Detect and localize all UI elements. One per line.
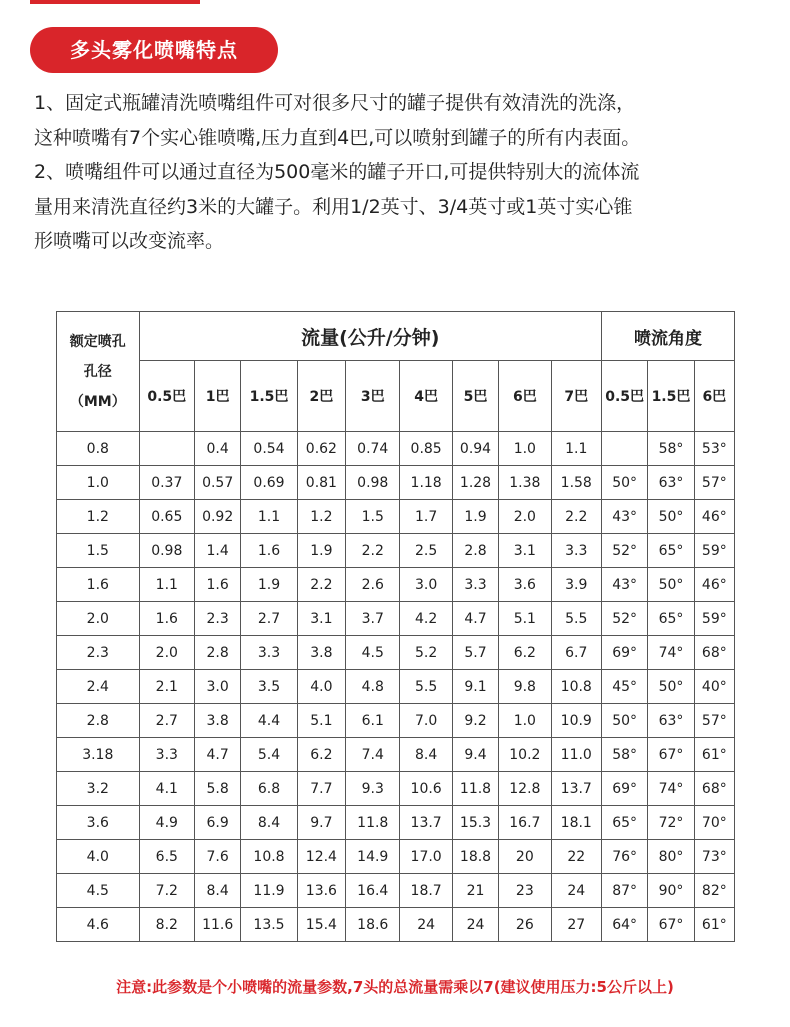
flow-cell: 16.7 bbox=[499, 806, 551, 840]
table-row bbox=[57, 500, 735, 534]
angle-cell: 46° bbox=[694, 568, 734, 602]
table-row bbox=[57, 534, 735, 568]
flow-cell: 18.6 bbox=[346, 908, 400, 942]
flow-cell: 27 bbox=[551, 908, 601, 942]
flow-cell: 9.7 bbox=[297, 806, 345, 840]
flow-pressure-header: 6巴 bbox=[499, 361, 551, 432]
orifice-diameter-cell: 1.0 bbox=[57, 466, 140, 500]
table-row bbox=[57, 738, 735, 772]
flow-cell: 0.85 bbox=[400, 432, 452, 466]
flow-cell: 3.0 bbox=[400, 568, 452, 602]
flow-cell: 8.4 bbox=[194, 874, 240, 908]
flow-cell: 1.2 bbox=[297, 500, 345, 534]
flow-cell: 11.8 bbox=[452, 772, 498, 806]
orifice-diameter-cell: 3.18 bbox=[57, 738, 140, 772]
flow-cell: 8.2 bbox=[139, 908, 194, 942]
top-accent-line bbox=[30, 0, 200, 4]
orifice-diameter-cell: 2.4 bbox=[57, 670, 140, 704]
flow-cell: 13.5 bbox=[241, 908, 297, 942]
flow-pressure-header: 3巴 bbox=[346, 361, 400, 432]
flow-pressure-header: 4巴 bbox=[400, 361, 452, 432]
angle-cell: 59° bbox=[694, 602, 734, 636]
orifice-diameter-cell: 0.8 bbox=[57, 432, 140, 466]
flow-cell: 5.1 bbox=[499, 602, 551, 636]
flow-cell: 0.74 bbox=[346, 432, 400, 466]
angle-cell: 50° bbox=[648, 500, 694, 534]
orifice-diameter-cell: 1.2 bbox=[57, 500, 140, 534]
flow-cell: 15.3 bbox=[452, 806, 498, 840]
flow-cell: 6.2 bbox=[499, 636, 551, 670]
flow-cell: 7.7 bbox=[297, 772, 345, 806]
table-row bbox=[57, 432, 735, 466]
flow-pressure-header: 7巴 bbox=[551, 361, 601, 432]
table-row bbox=[57, 874, 735, 908]
flow-cell: 1.0 bbox=[499, 704, 551, 738]
flow-cell: 2.2 bbox=[346, 534, 400, 568]
flow-cell: 0.62 bbox=[297, 432, 345, 466]
flow-cell: 24 bbox=[400, 908, 452, 942]
orifice-diameter-cell: 4.6 bbox=[57, 908, 140, 942]
angle-cell: 74° bbox=[648, 636, 694, 670]
usage-note: 注意:此参数是个小喷嘴的流量参数,7头的总流量需乘以7(建议使用压力:5公斤以上) bbox=[116, 978, 674, 996]
angle-cell: 43° bbox=[601, 500, 647, 534]
flow-cell: 13.7 bbox=[551, 772, 601, 806]
angle-cell: 50° bbox=[601, 466, 647, 500]
orifice-diameter-cell: 3.2 bbox=[57, 772, 140, 806]
flow-cell: 1.38 bbox=[499, 466, 551, 500]
angle-cell: 82° bbox=[694, 874, 734, 908]
flow-cell: 3.3 bbox=[241, 636, 297, 670]
angle-cell: 65° bbox=[648, 602, 694, 636]
flow-cell: 10.9 bbox=[551, 704, 601, 738]
flow-cell: 11.8 bbox=[346, 806, 400, 840]
flow-cell: 5.7 bbox=[452, 636, 498, 670]
angle-cell: 74° bbox=[648, 772, 694, 806]
flow-cell: 18.8 bbox=[452, 840, 498, 874]
flow-cell: 6.7 bbox=[551, 636, 601, 670]
flow-pressure-header: 5巴 bbox=[452, 361, 498, 432]
angle-cell: 90° bbox=[648, 874, 694, 908]
table-row bbox=[57, 704, 735, 738]
flow-cell: 7.6 bbox=[194, 840, 240, 874]
flow-cell: 9.4 bbox=[452, 738, 498, 772]
angle-pressure-header: 6巴 bbox=[694, 361, 734, 432]
angle-cell: 45° bbox=[601, 670, 647, 704]
flow-cell: 4.4 bbox=[241, 704, 297, 738]
flow-cell: 3.1 bbox=[297, 602, 345, 636]
angle-cell: 46° bbox=[694, 500, 734, 534]
table-row bbox=[57, 670, 735, 704]
flow-cell: 7.2 bbox=[139, 874, 194, 908]
flow-cell: 9.2 bbox=[452, 704, 498, 738]
flow-cell: 1.1 bbox=[551, 432, 601, 466]
orifice-header-line3: （MM） bbox=[69, 393, 126, 410]
flow-cell: 7.0 bbox=[400, 704, 452, 738]
flow-cell: 5.8 bbox=[194, 772, 240, 806]
flow-cell: 3.0 bbox=[194, 670, 240, 704]
flow-pressure-header: 1巴 bbox=[194, 361, 240, 432]
angle-cell: 80° bbox=[648, 840, 694, 874]
description-line: 2、喷嘴组件可以通过直径为500毫米的罐子开口,可提供特别大的流体流 bbox=[34, 161, 640, 183]
flow-cell: 11.9 bbox=[241, 874, 297, 908]
flow-cell: 3.7 bbox=[346, 602, 400, 636]
orifice-diameter-cell: 1.5 bbox=[57, 534, 140, 568]
flow-cell: 0.92 bbox=[194, 500, 240, 534]
flow-pressure-header: 2巴 bbox=[297, 361, 345, 432]
angle-pressure-header: 1.5巴 bbox=[648, 361, 694, 432]
angle-cell: 63° bbox=[648, 466, 694, 500]
angle-cell: 43° bbox=[601, 568, 647, 602]
angle-cell: 52° bbox=[601, 534, 647, 568]
angle-cell: 40° bbox=[694, 670, 734, 704]
flow-cell: 1.5 bbox=[346, 500, 400, 534]
flow-cell: 0.98 bbox=[139, 534, 194, 568]
flow-cell: 5.2 bbox=[400, 636, 452, 670]
flow-cell: 9.1 bbox=[452, 670, 498, 704]
flow-cell: 10.8 bbox=[241, 840, 297, 874]
flow-cell: 5.4 bbox=[241, 738, 297, 772]
angle-cell: 50° bbox=[601, 704, 647, 738]
flow-cell: 2.6 bbox=[346, 568, 400, 602]
flow-cell: 13.7 bbox=[400, 806, 452, 840]
angle-cell: 69° bbox=[601, 636, 647, 670]
flow-cell: 4.9 bbox=[139, 806, 194, 840]
flow-cell: 1.18 bbox=[400, 466, 452, 500]
angle-pressure-header: 0.5巴 bbox=[601, 361, 647, 432]
flow-cell: 1.0 bbox=[499, 432, 551, 466]
flow-cell: 0.54 bbox=[241, 432, 297, 466]
angle-cell: 69° bbox=[601, 772, 647, 806]
flow-cell: 2.0 bbox=[499, 500, 551, 534]
flow-cell: 0.65 bbox=[139, 500, 194, 534]
flow-cell: 6.1 bbox=[346, 704, 400, 738]
angle-cell: 57° bbox=[694, 704, 734, 738]
flow-cell: 6.8 bbox=[241, 772, 297, 806]
flow-cell: 6.9 bbox=[194, 806, 240, 840]
flow-cell: 22 bbox=[551, 840, 601, 874]
flow-cell: 2.8 bbox=[452, 534, 498, 568]
flow-cell: 24 bbox=[551, 874, 601, 908]
angle-cell: 70° bbox=[694, 806, 734, 840]
flow-cell: 1.58 bbox=[551, 466, 601, 500]
flow-cell: 9.3 bbox=[346, 772, 400, 806]
flow-cell: 15.4 bbox=[297, 908, 345, 942]
orifice-diameter-header bbox=[57, 312, 140, 432]
flow-cell: 4.8 bbox=[346, 670, 400, 704]
flow-cell: 0.37 bbox=[139, 466, 194, 500]
flow-cell: 3.5 bbox=[241, 670, 297, 704]
description-line: 这种喷嘴有7个实心锥喷嘴,压力直到4巴,可以喷射到罐子的所有内表面。 bbox=[34, 126, 641, 149]
flow-cell: 21 bbox=[452, 874, 498, 908]
angle-cell: 61° bbox=[694, 738, 734, 772]
table-row bbox=[57, 840, 735, 874]
orifice-diameter-cell: 2.0 bbox=[57, 602, 140, 636]
flow-cell: 2.8 bbox=[194, 636, 240, 670]
flow-cell: 4.2 bbox=[400, 602, 452, 636]
flow-cell: 3.6 bbox=[499, 568, 551, 602]
flow-cell: 3.1 bbox=[499, 534, 551, 568]
flow-pressure-header: 1.5巴 bbox=[241, 361, 297, 432]
flow-cell: 11.0 bbox=[551, 738, 601, 772]
flow-cell: 2.3 bbox=[194, 602, 240, 636]
flow-cell: 4.1 bbox=[139, 772, 194, 806]
flow-cell: 1.6 bbox=[241, 534, 297, 568]
table-row bbox=[57, 602, 735, 636]
flow-cell: 1.4 bbox=[194, 534, 240, 568]
flow-cell: 3.3 bbox=[551, 534, 601, 568]
angle-cell: 50° bbox=[648, 568, 694, 602]
table-row bbox=[57, 772, 735, 806]
angle-cell: 61° bbox=[694, 908, 734, 942]
description-text bbox=[34, 86, 764, 259]
flow-cell: 0.94 bbox=[452, 432, 498, 466]
flow-cell: 16.4 bbox=[346, 874, 400, 908]
orifice-diameter-cell: 3.6 bbox=[57, 806, 140, 840]
flow-cell: 1.28 bbox=[452, 466, 498, 500]
angle-cell: 76° bbox=[601, 840, 647, 874]
nozzle-spec-table bbox=[56, 311, 735, 942]
angle-cell: 58° bbox=[648, 432, 694, 466]
flow-cell: 1.1 bbox=[139, 568, 194, 602]
angle-cell: 67° bbox=[648, 738, 694, 772]
orifice-diameter-cell: 4.0 bbox=[57, 840, 140, 874]
table-row bbox=[57, 806, 735, 840]
flow-cell: 1.9 bbox=[241, 568, 297, 602]
flow-cell bbox=[139, 432, 194, 466]
flow-cell: 2.2 bbox=[297, 568, 345, 602]
angle-cell: 67° bbox=[648, 908, 694, 942]
table-row bbox=[57, 568, 735, 602]
flow-cell: 10.2 bbox=[499, 738, 551, 772]
angle-cell: 57° bbox=[694, 466, 734, 500]
description-line: 量用来清洗直径约3米的大罐子。利用1/2英寸、3/4英寸或1英寸实心锥 bbox=[34, 195, 633, 218]
flow-cell: 4.0 bbox=[297, 670, 345, 704]
flow-cell: 9.8 bbox=[499, 670, 551, 704]
flow-cell: 10.6 bbox=[400, 772, 452, 806]
angle-cell: 68° bbox=[694, 772, 734, 806]
angle-cell: 63° bbox=[648, 704, 694, 738]
flow-pressure-header: 0.5巴 bbox=[139, 361, 194, 432]
flow-cell: 4.5 bbox=[346, 636, 400, 670]
angle-cell: 68° bbox=[694, 636, 734, 670]
flow-cell: 3.3 bbox=[452, 568, 498, 602]
angle-cell: 73° bbox=[694, 840, 734, 874]
spray-angle-header: 喷流角度 bbox=[601, 312, 734, 361]
flow-cell: 6.5 bbox=[139, 840, 194, 874]
flow-cell: 26 bbox=[499, 908, 551, 942]
flow-cell: 3.9 bbox=[551, 568, 601, 602]
angle-cell: 87° bbox=[601, 874, 647, 908]
angle-cell: 59° bbox=[694, 534, 734, 568]
flow-cell: 7.4 bbox=[346, 738, 400, 772]
orifice-diameter-cell: 2.3 bbox=[57, 636, 140, 670]
flow-cell: 4.7 bbox=[194, 738, 240, 772]
flow-cell: 1.6 bbox=[194, 568, 240, 602]
table-row bbox=[57, 636, 735, 670]
flow-cell: 3.8 bbox=[297, 636, 345, 670]
flow-cell: 1.9 bbox=[297, 534, 345, 568]
flow-cell: 2.2 bbox=[551, 500, 601, 534]
flow-cell: 13.6 bbox=[297, 874, 345, 908]
flow-cell: 2.5 bbox=[400, 534, 452, 568]
section-title: 多头雾化喷嘴特点 bbox=[30, 27, 278, 73]
flow-cell: 8.4 bbox=[241, 806, 297, 840]
orifice-header-line1: 额定喷孔 bbox=[69, 333, 126, 350]
orifice-diameter-cell: 1.6 bbox=[57, 568, 140, 602]
flow-cell: 0.4 bbox=[194, 432, 240, 466]
flow-cell: 20 bbox=[499, 840, 551, 874]
flow-cell: 18.1 bbox=[551, 806, 601, 840]
description-line: 形喷嘴可以改变流率。 bbox=[34, 230, 225, 252]
flow-cell: 5.5 bbox=[551, 602, 601, 636]
flow-cell: 1.1 bbox=[241, 500, 297, 534]
flow-cell: 0.57 bbox=[194, 466, 240, 500]
flow-cell: 1.6 bbox=[139, 602, 194, 636]
angle-cell: 64° bbox=[601, 908, 647, 942]
angle-cell: 65° bbox=[601, 806, 647, 840]
flow-cell: 18.7 bbox=[400, 874, 452, 908]
flow-cell: 23 bbox=[499, 874, 551, 908]
flow-cell: 14.9 bbox=[346, 840, 400, 874]
flow-cell: 0.98 bbox=[346, 466, 400, 500]
flow-cell: 0.69 bbox=[241, 466, 297, 500]
angle-cell: 72° bbox=[648, 806, 694, 840]
flow-cell: 24 bbox=[452, 908, 498, 942]
flow-cell: 17.0 bbox=[400, 840, 452, 874]
flow-cell: 11.6 bbox=[194, 908, 240, 942]
angle-cell bbox=[601, 432, 647, 466]
flow-cell: 1.7 bbox=[400, 500, 452, 534]
angle-cell: 53° bbox=[694, 432, 734, 466]
flow-cell: 8.4 bbox=[400, 738, 452, 772]
flow-cell: 2.7 bbox=[139, 704, 194, 738]
flow-cell: 5.1 bbox=[297, 704, 345, 738]
flow-cell: 1.9 bbox=[452, 500, 498, 534]
flow-cell: 0.81 bbox=[297, 466, 345, 500]
flow-cell: 6.2 bbox=[297, 738, 345, 772]
flow-cell: 12.4 bbox=[297, 840, 345, 874]
flow-cell: 3.3 bbox=[139, 738, 194, 772]
angle-cell: 50° bbox=[648, 670, 694, 704]
table-row bbox=[57, 466, 735, 500]
flow-cell: 10.8 bbox=[551, 670, 601, 704]
flow-cell: 4.7 bbox=[452, 602, 498, 636]
table-row bbox=[57, 908, 735, 942]
flow-cell: 5.5 bbox=[400, 670, 452, 704]
flow-cell: 2.7 bbox=[241, 602, 297, 636]
orifice-header-line2: 孔径 bbox=[83, 363, 112, 380]
flow-cell: 3.8 bbox=[194, 704, 240, 738]
orifice-diameter-cell: 4.5 bbox=[57, 874, 140, 908]
flow-cell: 2.0 bbox=[139, 636, 194, 670]
angle-cell: 52° bbox=[601, 602, 647, 636]
angle-cell: 58° bbox=[601, 738, 647, 772]
angle-cell: 65° bbox=[648, 534, 694, 568]
flow-rate-header: 流量(公升/分钟) bbox=[139, 312, 601, 361]
orifice-diameter-cell: 2.8 bbox=[57, 704, 140, 738]
flow-cell: 2.1 bbox=[139, 670, 194, 704]
description-line: 1、固定式瓶罐清洗喷嘴组件可对很多尺寸的罐子提供有效清洗的洗涤， bbox=[34, 92, 636, 114]
flow-cell: 12.8 bbox=[499, 772, 551, 806]
